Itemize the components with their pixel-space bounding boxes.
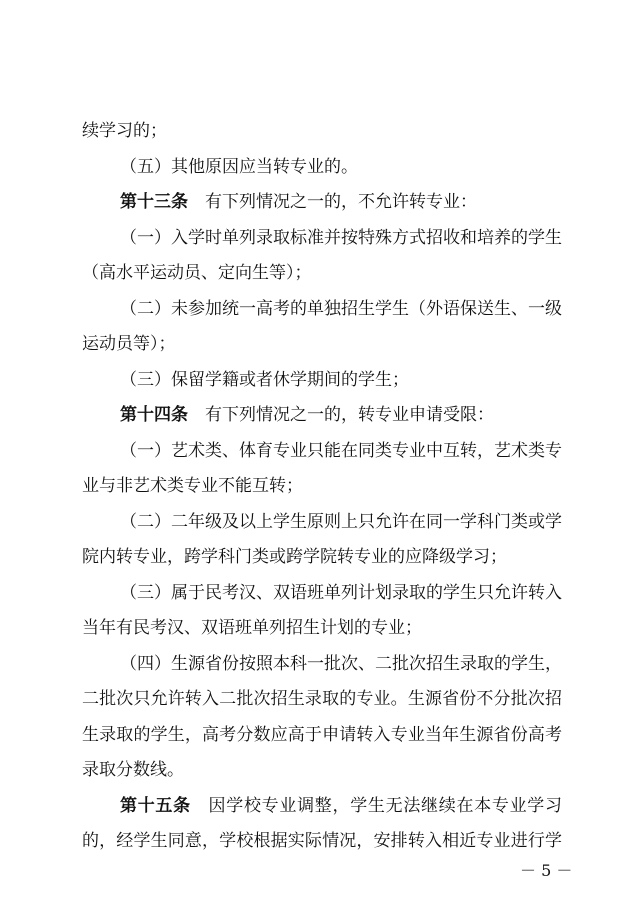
line-text: （一）艺术类、体育专业只能在同类专业中互转，艺术类专 xyxy=(120,441,562,461)
line-text: （四）生源省份按照本科一批次、二批次招生录取的学生， xyxy=(120,654,562,674)
line-text: 有下列情况之一的，不允许转专业： xyxy=(188,192,477,212)
line-text: （五）其他原因应当转专业的。 xyxy=(120,157,358,177)
line-text: 的，经学生同意，学校根据实际情况，安排转入相近专业进行学 xyxy=(82,831,562,851)
line-text: （一）入学时单列录取标准并按特殊方式招收和培养的学生 xyxy=(120,228,562,248)
line-text: （二）未参加统一高考的单独招生学生（外语保送生、一级 xyxy=(120,299,562,319)
line-text: 院内转专业，跨学科门类或跨学院转专业的应降级学习； xyxy=(82,547,507,567)
paragraph-line xyxy=(120,510,562,534)
paragraph-line xyxy=(82,545,562,569)
line-text: （二）二年级及以上学生原则上只允许在同一学科门类或学 xyxy=(120,512,562,532)
paragraph-line xyxy=(82,332,562,356)
paragraph-line xyxy=(82,616,562,640)
line-text: 录取分数线。 xyxy=(82,760,184,780)
paragraph-line xyxy=(82,261,562,285)
line-text: 二批次只允许转入二批次招生录取的专业。生源省份不分批次招 xyxy=(82,689,562,709)
line-text: （三）保留学籍或者休学期间的学生； xyxy=(120,370,409,390)
line-text: （高水平运动员、定向生等）； xyxy=(82,263,312,283)
paragraph-line xyxy=(120,155,562,179)
article-heading-line xyxy=(120,403,562,427)
paragraph-line xyxy=(82,829,562,853)
line-text: 因学校专业调整，学生无法继续在本专业学习 xyxy=(190,796,563,816)
article-heading-line xyxy=(120,794,562,818)
line-text: 当年有民考汉、双语班单列招生计划的专业； xyxy=(82,618,422,638)
paragraph-line xyxy=(82,758,562,782)
article-heading-line xyxy=(120,190,562,214)
line-text: 运动员等）； xyxy=(82,334,176,354)
line-text: 续学习的； xyxy=(82,121,167,141)
paragraph-line xyxy=(120,652,562,676)
line-text: 业与非艺术类专业不能互转； xyxy=(82,476,303,496)
page-number: － 5 － xyxy=(520,861,573,880)
paragraph-line xyxy=(120,581,562,605)
line-text: 有下列情况之一的，转专业申请受限： xyxy=(188,405,494,425)
article-number: 第十五条 xyxy=(120,796,191,816)
paragraph-line xyxy=(82,119,562,143)
article-number: 第十四条 xyxy=(120,405,188,425)
paragraph-line xyxy=(82,723,562,747)
paragraph-line xyxy=(120,439,562,463)
line-text: 生录取的学生，高考分数应高于申请转入专业当年生源省份高考 xyxy=(82,725,562,745)
paragraph-line xyxy=(82,687,562,711)
paragraph-line xyxy=(120,368,562,392)
paragraph-line xyxy=(82,474,562,498)
article-number: 第十三条 xyxy=(120,192,188,212)
paragraph-line xyxy=(120,297,562,321)
line-text: （三）属于民考汉、双语班单列计划录取的学生只允许转入 xyxy=(120,583,562,603)
paragraph-line xyxy=(120,226,562,250)
